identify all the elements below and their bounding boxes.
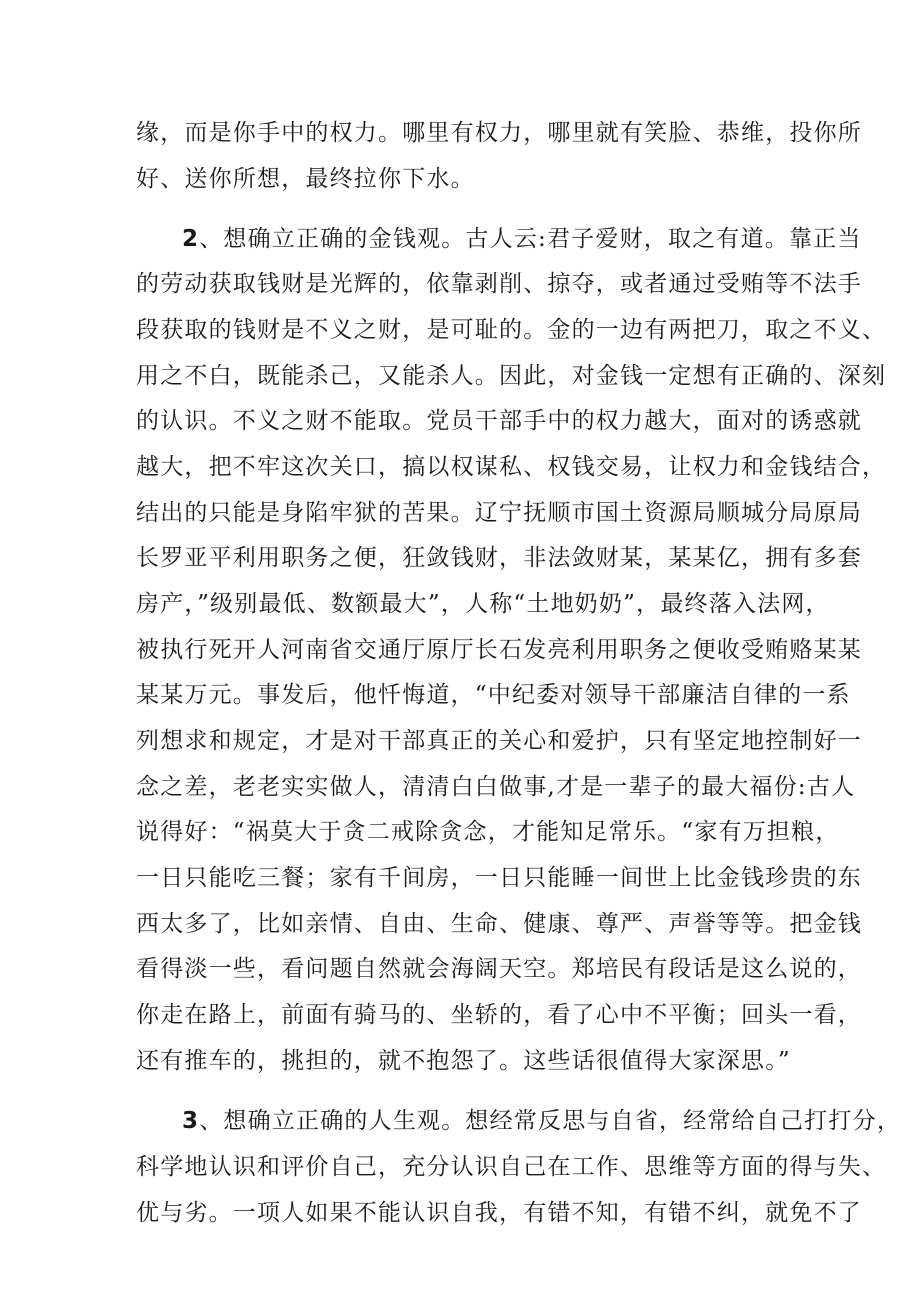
- paragraph-line: 缘，而是你手中的权力。哪里有权力，哪里就有笑脸、恭维，投你所: [136, 120, 862, 146]
- paragraph-line: 一日只能吃三餐；家有千间房，一日只能睡一间世上比金钱珍贵的东: [136, 865, 862, 891]
- paragraph-line: 、想确立正确的人生观。想经常反思与自省，经常给自己打打分，: [199, 1108, 902, 1134]
- paragraph-line: 列想求和规定，才是对干部真正的关心和爱护，只有坚定地控制好一: [136, 728, 862, 754]
- paragraph-line: 看得淡一些，看问题自然就会海阔天空。郑培民有段话是这么说的，: [136, 956, 862, 982]
- paragraph-line: 还有推车的，挑担的，就不抱怨了。这些话很值得大家深思。”: [136, 1048, 791, 1074]
- paragraph-line: 房产，”级别最低、数额最大”，人称“土地奶奶”，最终落入法网，: [136, 591, 830, 617]
- paragraph-line: 的认识。不义之财不能取。党员干部手中的权力越大，面对的诱惑就: [136, 408, 862, 434]
- paragraph-number: 2: [182, 226, 200, 252]
- paragraph-line: 结出的只能是身陷牢狱的苦果。辽宁抚顺市国土资源局顺城分局原局: [136, 500, 862, 526]
- paragraph-line: 、想确立正确的金钱观。古人云:君子爱财，取之有道。靠正当: [199, 226, 862, 252]
- paragraph-line: 的劳动获取钱财是光辉的，依靠剥削、掠夺，或者通过受贿等不法手: [136, 271, 862, 297]
- paragraph-first-line: [182, 224, 862, 254]
- paragraph-line: 科学地认识和评价自己，充分认识自己在工作、思维等方面的得与失、: [136, 1154, 887, 1180]
- paragraph-line: 优与劣。一项人如果不能认识自我，有错不知，有错不纠，就免不了: [136, 1200, 862, 1226]
- paragraph-number: 3: [182, 1108, 200, 1134]
- paragraph-line: 西太多了，比如亲情、自由、生命、健康、尊严、声誉等等。把金钱: [136, 911, 862, 937]
- paragraph-line: 长罗亚平利用职务之便，狂敛钱财，非法敛财某，某某亿，拥有多套: [136, 545, 862, 571]
- paragraph-line: 你走在路上，前面有骑马的、坐轿的，看了心中不平衡；回头一看，: [136, 1002, 862, 1028]
- paragraph-line: 某某万元。事发后，他忏悔道，“中纪委对领导干部廉洁自律的一系: [136, 682, 851, 708]
- paragraph-line: 段获取的钱财是不义之财，是可耻的。金的一边有两把刀，取之不义、: [136, 317, 887, 343]
- paragraph-line: 念之差，老老实实做人，清清白白做事,才是一辈子的最大福份:古人: [136, 774, 856, 800]
- paragraph-line: 用之不白，既能杀己，又能杀人。因此，对金钱一定想有正确的、深刻: [136, 363, 887, 389]
- paragraph-first-line: [182, 1106, 901, 1136]
- paragraph-line: 越大，把不牢这次关口，搞以权谋私、权钱交易，让权力和金钱结合，: [136, 454, 887, 480]
- paragraph-line: 被执行死开人河南省交通厅原厅长石发亮利用职务之便收受贿赂某某: [136, 637, 862, 663]
- paragraph-line: 好、送你所想，最终拉你下水。: [136, 166, 475, 192]
- paragraph-line: 说得好：“祸莫大于贪二戒除贪念，才能知足常乐。“家有万担粮，: [136, 819, 840, 845]
